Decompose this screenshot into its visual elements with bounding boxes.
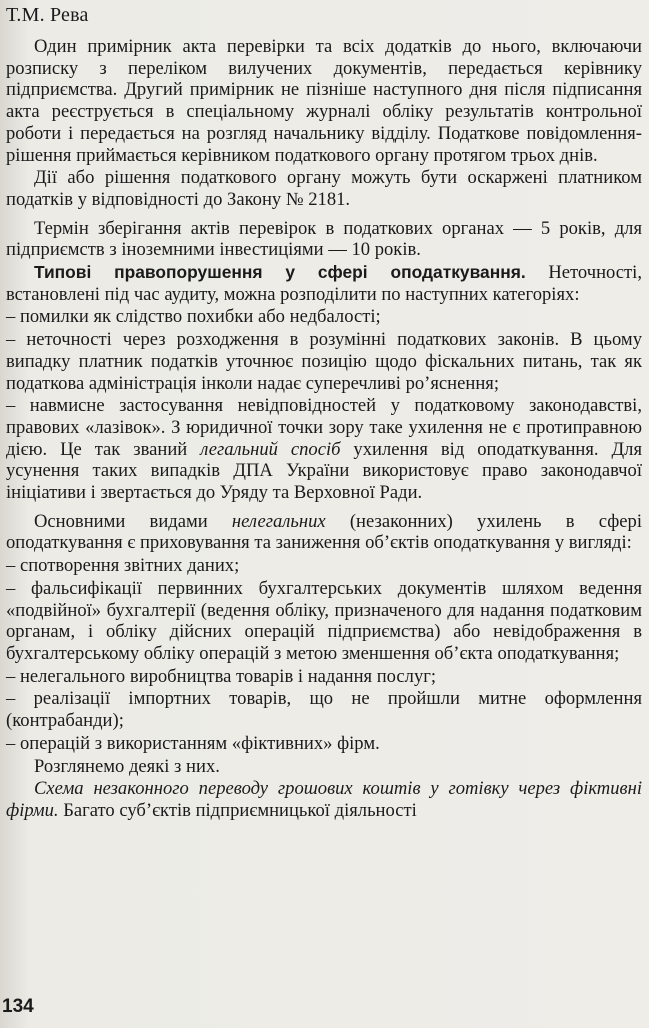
list-item: – помилки як слідство похибки або недбалості; <box>6 306 381 328</box>
list-item: – спотворення звітних даних; <box>6 555 240 577</box>
paragraph: Дії або рішення податкового органу можуть бути оскаржені платником податків у відповідності до Закону № 2181. <box>6 167 642 210</box>
running-header-author: Т.М. Рева <box>6 4 89 26</box>
list-item: – операцій з використанням «фіктивних» фірм. <box>6 732 380 754</box>
paragraph: Розглянемо деякі з них. <box>34 755 220 777</box>
paragraph: Термін зберігання актів перевірок в податкових органах — 5 років, для підприємств з іноземними інвестиціями — 10 років. <box>6 217 642 261</box>
paragraph <box>6 511 642 554</box>
italic-term: легальний спосіб <box>200 438 341 460</box>
italic-heading: Схема незаконного переводу грошових коштів у готівку через фіктивні фірми. <box>6 778 642 821</box>
paragraph-text: Основними видами <box>34 510 232 532</box>
paragraph-text: Багато суб’єктів підприємницької діяльності <box>58 799 417 821</box>
list-item: – неточності через розходження в розумінні податкових законів. В цьому випадку платник податків уточнює позицію щодо фіскальних питань, так як податкова адміністрація інколи надає суперечливі ро’яснення; <box>6 329 642 394</box>
list-item <box>6 395 642 504</box>
paragraph: Один примірник акта перевірки та всіх додатків до нього, включаючи розписку з переліком вилучених документів, передається керівнику підприємства. Другий примірник не пізніше наступного дня після підписання акта реєструється в спеціальному журналі обліку результатів контрольної роботи і передається на розгляд начальнику відділу. Податкове повідомлення-рішення приймається керівником податкового органу протягом трьох днів. <box>6 36 642 166</box>
list-item-text: – навмисне застосування невідповідностей у податковому законодавстві, правових «лазівок». З юридичної точки зору таке ухилення не є протиправною дією. Це так званий <box>6 395 642 460</box>
page-body <box>6 36 642 823</box>
page-number: 134 <box>2 996 34 1017</box>
paragraph <box>6 262 642 305</box>
italic-term: нелегальних <box>231 510 326 532</box>
list-item: – фальсифікації первинних бухгалтерських документів шляхом ведення «подвійної» бухгалтерії (ведення обліку, призначеного для надання податковим органам, і обліку дійсних операцій підприємства) або невідображення в бухгалтерському обліку операцій з метою зменшення об’єкта оподаткування; <box>6 577 642 664</box>
list-item: – реалізації імпортних товарів, що не пройшли митне оформлення (контрабанди); <box>6 688 642 732</box>
paragraph-text: Неточності, встановлені під час аудиту, можна розподілити по наступних категоріях: <box>6 262 642 305</box>
paragraph-text: (незаконних) ухилень в сфері оподаткування є приховування та заниження об’єктів оподаткування у вигляді: <box>6 510 642 554</box>
paragraph <box>6 778 642 821</box>
section-heading: Типові правопорушення у сфері оподаткування. <box>34 262 526 283</box>
list-item: – нелегального виробництва товарів і надання послуг; <box>6 665 437 687</box>
list-item-text: ухилення від оподаткування. Для усунення таких випадків ДПА України використовує право законодавчої ініціативи і звертається до Уряду та Верховної Ради. <box>6 438 642 504</box>
